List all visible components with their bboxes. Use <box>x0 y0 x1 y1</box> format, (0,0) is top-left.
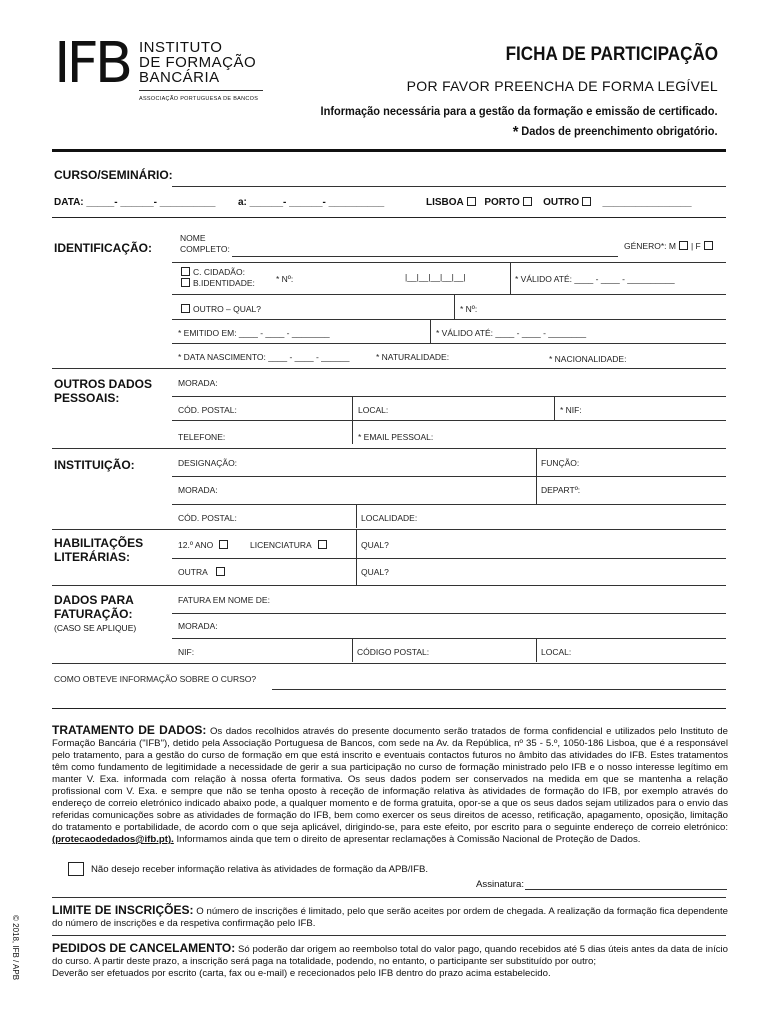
date-to-label[interactable]: a: ______- ______- __________ <box>238 197 385 208</box>
fat-nif[interactable]: NIF: <box>178 647 195 657</box>
doc-number-label: * Nº: <box>276 274 294 284</box>
hab-12ano-label: 12.º ANO <box>178 540 214 550</box>
naturalidade-field[interactable]: * NATURALIDADE: <box>376 352 450 362</box>
inst-vsep-2 <box>356 504 357 528</box>
fat-sep-2 <box>172 638 726 639</box>
tratamento-heading: TRATAMENTO DE DADOS: <box>52 723 207 737</box>
inst-sep-2 <box>172 504 726 505</box>
location-options <box>426 197 692 208</box>
optout-checkbox[interactable] <box>68 862 84 876</box>
hab-12ano <box>178 540 231 550</box>
limite-paragraph <box>52 904 728 930</box>
section-sep-5 <box>52 663 726 664</box>
header-rule <box>52 149 726 152</box>
hab-12ano-checkbox[interactable] <box>219 540 228 549</box>
outros-cod-postal[interactable]: CÓD. POSTAL: <box>178 405 237 415</box>
hab-vsep <box>356 529 357 585</box>
required-star: * <box>513 124 519 141</box>
outros-email[interactable]: * EMAIL PESSOAL: <box>358 432 434 442</box>
course-label: CURSO/SEMINÁRIO: <box>54 168 173 182</box>
ifb-logo-mark: IFB <box>54 31 130 96</box>
hab-outra <box>178 567 228 577</box>
tratamento-email[interactable]: (protecaodedados@ifb.pt). <box>52 834 174 845</box>
section-fat-2: FATURAÇÃO: <box>54 607 133 621</box>
section-hab-1: HABILITAÇÕES <box>54 536 144 550</box>
outro-doc <box>178 304 261 314</box>
doc-valid-label[interactable]: * VÁLIDO ATÉ: ____ - ____ - __________ <box>515 274 675 284</box>
fat-nome[interactable]: FATURA EM NOME DE: <box>178 595 270 605</box>
section-fat-1: DADOS PARA <box>54 593 134 607</box>
porto-label: PORTO <box>484 197 520 208</box>
hab-sep <box>172 558 726 559</box>
fat-morada[interactable]: MORADA: <box>178 621 218 631</box>
doc-type-options <box>178 267 255 289</box>
nome-label-1: NOME <box>180 233 206 243</box>
section-outros-2: PESSOAIS: <box>54 391 120 405</box>
porto-checkbox[interactable] <box>523 197 532 206</box>
outros-telefone[interactable]: TELEFONE: <box>178 432 226 442</box>
cancelamento-paragraph <box>52 942 728 980</box>
section-sep-3 <box>52 529 726 530</box>
outro-doc-number[interactable]: * Nº: <box>460 304 478 314</box>
como-obteve-label: COMO OBTEVE INFORMAÇÃO SOBRE O CURSO? <box>54 674 257 684</box>
emitido-field[interactable]: * EMITIDO EM: ____ - ____ - ________ <box>178 328 330 338</box>
nome-label-2: COMPLETO: <box>180 244 230 254</box>
inst-funcao[interactable]: FUNÇÃO: <box>541 458 580 468</box>
outro-label: OUTRO <box>543 197 580 208</box>
hab-qual2[interactable]: QUAL? <box>361 567 389 577</box>
outro-doc-checkbox[interactable] <box>181 304 190 313</box>
nome-label <box>180 233 230 255</box>
tratamento-text2: Informamos ainda que tem o direito de apresentar reclamações à Comissão Nacional de Proteção de Dados. <box>176 834 641 845</box>
outros-sep-1 <box>172 396 726 397</box>
logo-line2: DE FORMAÇÃO <box>139 54 257 71</box>
outro-checkbox[interactable] <box>582 197 591 206</box>
lisboa-checkbox[interactable] <box>467 197 476 206</box>
outro-doc-label: OUTRO – QUAL? <box>193 304 262 314</box>
limite-heading: LIMITE DE INSCRIÇÕES: <box>52 903 194 917</box>
required-note-text: Dados de preenchimento obrigatório. <box>521 124 718 138</box>
section-sep-4 <box>52 585 726 586</box>
assinatura-label: Assinatura: <box>476 879 524 890</box>
hab-licenciatura <box>250 540 330 550</box>
section-identificacao: IDENTIFICAÇÃO: <box>54 241 152 255</box>
tratamento-paragraph <box>52 724 728 846</box>
genero-label: GÉNERO*: M <box>624 241 676 251</box>
form-title: FICHA DE PARTICIPAÇÃO <box>505 44 718 65</box>
course-line[interactable] <box>172 186 726 187</box>
cancelamento-text: Só poderão dar origem ao reembolso total do valor pago, quando recebidos até 5 dias úteis antes da data de início do curso. A partir deste prazo, a inscrição será paga na totalidade, podendo, no entanto, o participante ser substituído por outro; <box>52 944 729 967</box>
section-outros-1: OUTROS DADOS <box>54 377 153 391</box>
hab-licenciatura-checkbox[interactable] <box>318 540 327 549</box>
form-subtitle: POR FAVOR PREENCHA DE FORMA LEGÍVEL <box>406 78 718 94</box>
date-label[interactable]: DATA: _____- ______- __________ <box>54 197 216 208</box>
required-note <box>513 124 718 142</box>
outros-morada[interactable]: MORADA: <box>178 378 218 388</box>
cc-checkbox[interactable] <box>181 267 190 276</box>
lisboa-label: LISBOA <box>426 197 464 208</box>
inst-localidade[interactable]: LOCALIDADE: <box>361 513 418 523</box>
id-row-sep-2 <box>172 294 726 295</box>
logo-divider <box>139 90 263 91</box>
fat-sep-1 <box>172 613 726 614</box>
genero-f-checkbox[interactable] <box>704 241 713 250</box>
cancelamento-heading: PEDIDOS DE CANCELAMENTO: <box>52 941 236 955</box>
valido2-field[interactable]: * VÁLIDO ATÉ: ____ - ____ - ________ <box>436 328 587 338</box>
info-note: Informação necessária para a gestão da formação e emissão de certificado. <box>320 104 718 118</box>
hab-outra-label: OUTRA <box>178 567 208 577</box>
tratamento-text: Os dados recolhidos através do presente documento serão tratados de forma confidencial e utilizados pelo Instituto de Formação Bancária ("IFB"), detido pela Associação Portuguesa de Bancos, com sede na Av. da República, nº 35 - 5.º, 1050-186 Lisboa, que é a responsável pelo tratamento, para a gestão do curso de formação em que está inscrito e eventuais contactos futuros no âmbito das atividades do IFB. Estes tratamentos têm como fundamento de legitimidade a necessidade de gerir a sua participação no curso de formação ministrado pelo IFB e o nosso interesse legítimo em manter V. Exa. informada com relação à nossa oferta formativa. Os seus dados podem ser conservados na medida em que se mantenha a relação profissional com V. Exa. e sempre que não se tenha oposto à receção de informação relativa às atividades de formação do IFB, por exemplo através do endereço de correio eletrónico indicado abaixo pode, a qualquer momento e de forma gratuita, opor-se a que os seus dados sejam utilizados para o envio das referidas comunicações sobre as atividades de formação do IFB, bem como exercer os seus direitos de acesso, retificação, apagamento, oposição, limitação do tratamento e portabilidade, de acordo com o que seja aplicável, dirigindo-se, para este efeito, por escrito para o seguinte endereço de correio eletrónico: <box>52 726 728 833</box>
copyright: © 2018, IFB / APB <box>11 915 20 981</box>
id-row-sep-4 <box>172 343 726 344</box>
section-faturacao <box>54 593 134 621</box>
logo-line1: INSTITUTO <box>139 39 223 56</box>
id-vsep-2 <box>454 294 455 319</box>
bi-checkbox[interactable] <box>181 278 190 287</box>
outros-local[interactable]: LOCAL: <box>358 405 389 415</box>
section-instituicao: INSTITUIÇÃO: <box>54 458 135 472</box>
outro-field[interactable]: ________________ <box>602 197 692 208</box>
genero-f-label: | F <box>690 241 701 251</box>
section-sep-6 <box>52 708 726 709</box>
outros-nif[interactable]: * NIF: <box>560 405 582 415</box>
inst-cod-postal[interactable]: CÓD. POSTAL: <box>178 513 237 523</box>
inst-morada[interactable]: MORADA: <box>178 485 218 495</box>
fat-vsep-1 <box>352 638 353 662</box>
id-row-sep-3 <box>172 319 726 320</box>
bi-label: B.IDENTIDADE: <box>193 278 255 288</box>
optout-label: Não desejo receber informação relativa às atividades de formação da APB/IFB. <box>91 864 429 875</box>
nascimento-field[interactable]: * DATA NASCIMENTO: ____ - ____ - ______ <box>178 352 350 362</box>
nacionalidade-field[interactable]: * NACIONALIDADE: <box>549 354 627 364</box>
hab-qual1[interactable]: QUAL? <box>361 540 389 550</box>
fat-codigo-postal[interactable]: CÓDIGO POSTAL: <box>357 647 430 657</box>
fat-local[interactable]: LOCAL: <box>541 647 572 657</box>
inst-designacao[interactable]: DESIGNAÇÃO: <box>178 458 238 468</box>
inst-depart[interactable]: DEPARTº: <box>541 485 581 495</box>
cc-label: C. CIDADÃO: <box>193 267 245 277</box>
section-hab-2: LITERÁRIAS: <box>54 550 130 564</box>
id-row-sep-1 <box>172 262 726 263</box>
hab-outra-checkbox[interactable] <box>216 567 225 576</box>
genero-field <box>624 241 716 251</box>
section-sep-7 <box>52 897 726 898</box>
logo-line3: BANCÁRIA <box>139 69 220 86</box>
section-sep-1 <box>52 368 726 369</box>
como-obteve-line[interactable] <box>272 689 726 690</box>
limite-text: O número de inscrições é limitado, pelo que serão aceites por ordem de chegada. A realização da formação fica dependente do número de inscrições e da respetiva confirmação pelo IFB. <box>52 906 728 929</box>
outros-sep-2 <box>172 420 726 421</box>
course-rule <box>52 217 726 218</box>
cancelamento-text2: Deverão ser efetuados por escrito (carta, fax ou e-mail) e rececionados pelo IFB dentro do prazo acima estabelecido. <box>52 968 551 979</box>
nome-line[interactable] <box>232 256 618 257</box>
id-vsep-1 <box>510 262 511 294</box>
inst-sep-1 <box>172 476 726 477</box>
doc-number-boxes[interactable]: |__|__|__|__|__| <box>405 272 466 282</box>
section-sep-2 <box>52 448 726 449</box>
faturacao-note: (CASO SE APLIQUE) <box>54 623 137 633</box>
ifb-logo-text <box>139 40 256 85</box>
genero-m-checkbox[interactable] <box>679 241 688 250</box>
logo-subtitle: ASSOCIAÇÃO PORTUGUESA DE BANCOS <box>139 96 259 102</box>
section-sep-8 <box>52 935 726 936</box>
fat-vsep-2 <box>536 638 537 662</box>
section-outros <box>54 377 152 405</box>
section-habilitacoes <box>54 536 143 564</box>
assinatura-line[interactable] <box>525 889 727 890</box>
hab-licenciatura-label: LICENCIATURA <box>250 540 312 550</box>
id-vsep-3 <box>430 319 431 343</box>
outros-vsep-2 <box>554 396 555 420</box>
